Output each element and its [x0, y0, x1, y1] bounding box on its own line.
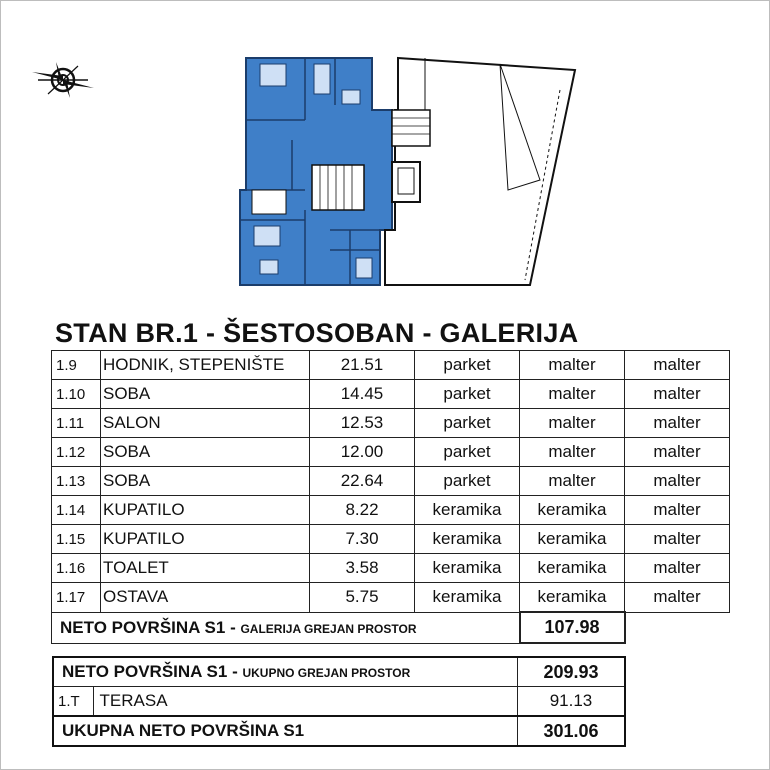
room-row — [52, 351, 730, 380]
room-row — [52, 409, 730, 438]
room-row — [52, 380, 730, 409]
net-area-gallery-label: NETO POVRŠINA S1 - GALERIJA GREJAN PROSTOR — [52, 612, 520, 643]
net-total-label: NETO POVRŠINA S1 - UKUPNO GREJAN PROSTOR — [53, 657, 518, 687]
room-area: 21.51 — [310, 351, 415, 380]
room-wall-finish: keramika — [520, 525, 625, 554]
room-floor-finish: keramika — [415, 496, 520, 525]
room-wall-finish: keramika — [520, 583, 625, 613]
room-ceiling-finish: malter — [625, 351, 730, 380]
room-number: 1.15 — [52, 525, 101, 554]
totals-table — [52, 656, 626, 747]
room-number: 1.11 — [52, 409, 101, 438]
room-wall-finish: malter — [520, 438, 625, 467]
room-wall-finish: malter — [520, 467, 625, 496]
room-ceiling-finish: malter — [625, 409, 730, 438]
room-rows — [52, 351, 730, 613]
room-ceiling-finish: malter — [625, 583, 730, 613]
net-total-row — [53, 657, 625, 687]
room-ceiling-finish: malter — [625, 554, 730, 583]
grand-total-row — [53, 716, 625, 746]
net-area-gallery-main: NETO POVRŠINA S1 — [60, 617, 226, 637]
room-name: SOBA — [101, 380, 310, 409]
room-name: KUPATILO — [101, 525, 310, 554]
room-floor-finish: keramika — [415, 583, 520, 613]
grand-total-label: UKUPNA NETO POVRŠINA S1 — [53, 716, 518, 746]
room-ceiling-finish: malter — [625, 438, 730, 467]
terrace-name: TERASA — [93, 687, 517, 717]
room-name: KUPATILO — [101, 496, 310, 525]
room-floor-finish: parket — [415, 467, 520, 496]
room-row — [52, 438, 730, 467]
room-area: 7.30 — [310, 525, 415, 554]
room-number: 1.16 — [52, 554, 101, 583]
room-area: 8.22 — [310, 496, 415, 525]
room-area: 12.00 — [310, 438, 415, 467]
section-title: STAN BR.1 - ŠESTOSOBAN - GALERIJA — [55, 318, 579, 348]
net-area-gallery-row — [52, 612, 730, 643]
room-wall-finish: malter — [520, 351, 625, 380]
room-floor-finish: parket — [415, 380, 520, 409]
room-number: 1.17 — [52, 583, 101, 613]
room-schedule-table — [51, 350, 730, 644]
room-number: 1.13 — [52, 467, 101, 496]
room-area: 14.45 — [310, 380, 415, 409]
net-area-gallery-sub: GALERIJA GREJAN PROSTOR — [240, 621, 417, 636]
room-name: OSTAVA — [101, 583, 310, 613]
room-wall-finish: malter — [520, 409, 625, 438]
room-ceiling-finish: malter — [625, 525, 730, 554]
room-name: SALON — [101, 409, 310, 438]
net-area-gallery-value: 107.98 — [520, 612, 625, 643]
room-row — [52, 467, 730, 496]
room-area: 3.58 — [310, 554, 415, 583]
room-name: SOBA — [101, 438, 310, 467]
room-floor-finish: keramika — [415, 554, 520, 583]
room-number: 1.14 — [52, 496, 101, 525]
room-row — [52, 554, 730, 583]
room-floor-finish: parket — [415, 409, 520, 438]
net-total-value: 209.93 — [518, 657, 626, 687]
terrace-number: 1.T — [53, 687, 93, 717]
room-ceiling-finish: malter — [625, 380, 730, 409]
net-total-main: NETO POVRŠINA S1 — [62, 662, 228, 681]
room-wall-finish: keramika — [520, 496, 625, 525]
terrace-value: 91.13 — [518, 687, 626, 717]
room-number: 1.12 — [52, 438, 101, 467]
room-wall-finish: keramika — [520, 554, 625, 583]
room-number: 1.10 — [52, 380, 101, 409]
room-floor-finish: parket — [415, 351, 520, 380]
floor-plan-drawing — [230, 50, 590, 295]
compass-icon — [28, 58, 98, 102]
room-name: SOBA — [101, 467, 310, 496]
terrace-row — [53, 687, 625, 717]
grand-total-value: 301.06 — [518, 716, 626, 746]
room-area: 5.75 — [310, 583, 415, 613]
room-row — [52, 496, 730, 525]
room-area: 12.53 — [310, 409, 415, 438]
room-floor-finish: keramika — [415, 525, 520, 554]
room-floor-finish: parket — [415, 438, 520, 467]
room-row — [52, 525, 730, 554]
room-wall-finish: malter — [520, 380, 625, 409]
room-row — [52, 583, 730, 613]
room-ceiling-finish: malter — [625, 496, 730, 525]
room-name: TOALET — [101, 554, 310, 583]
net-total-sub: UKUPNO GREJAN PROSTOR — [242, 666, 411, 680]
room-name: HODNIK, STEPENIŠTE — [101, 351, 310, 380]
room-number: 1.9 — [52, 351, 101, 380]
room-ceiling-finish: malter — [625, 467, 730, 496]
room-area: 22.64 — [310, 467, 415, 496]
